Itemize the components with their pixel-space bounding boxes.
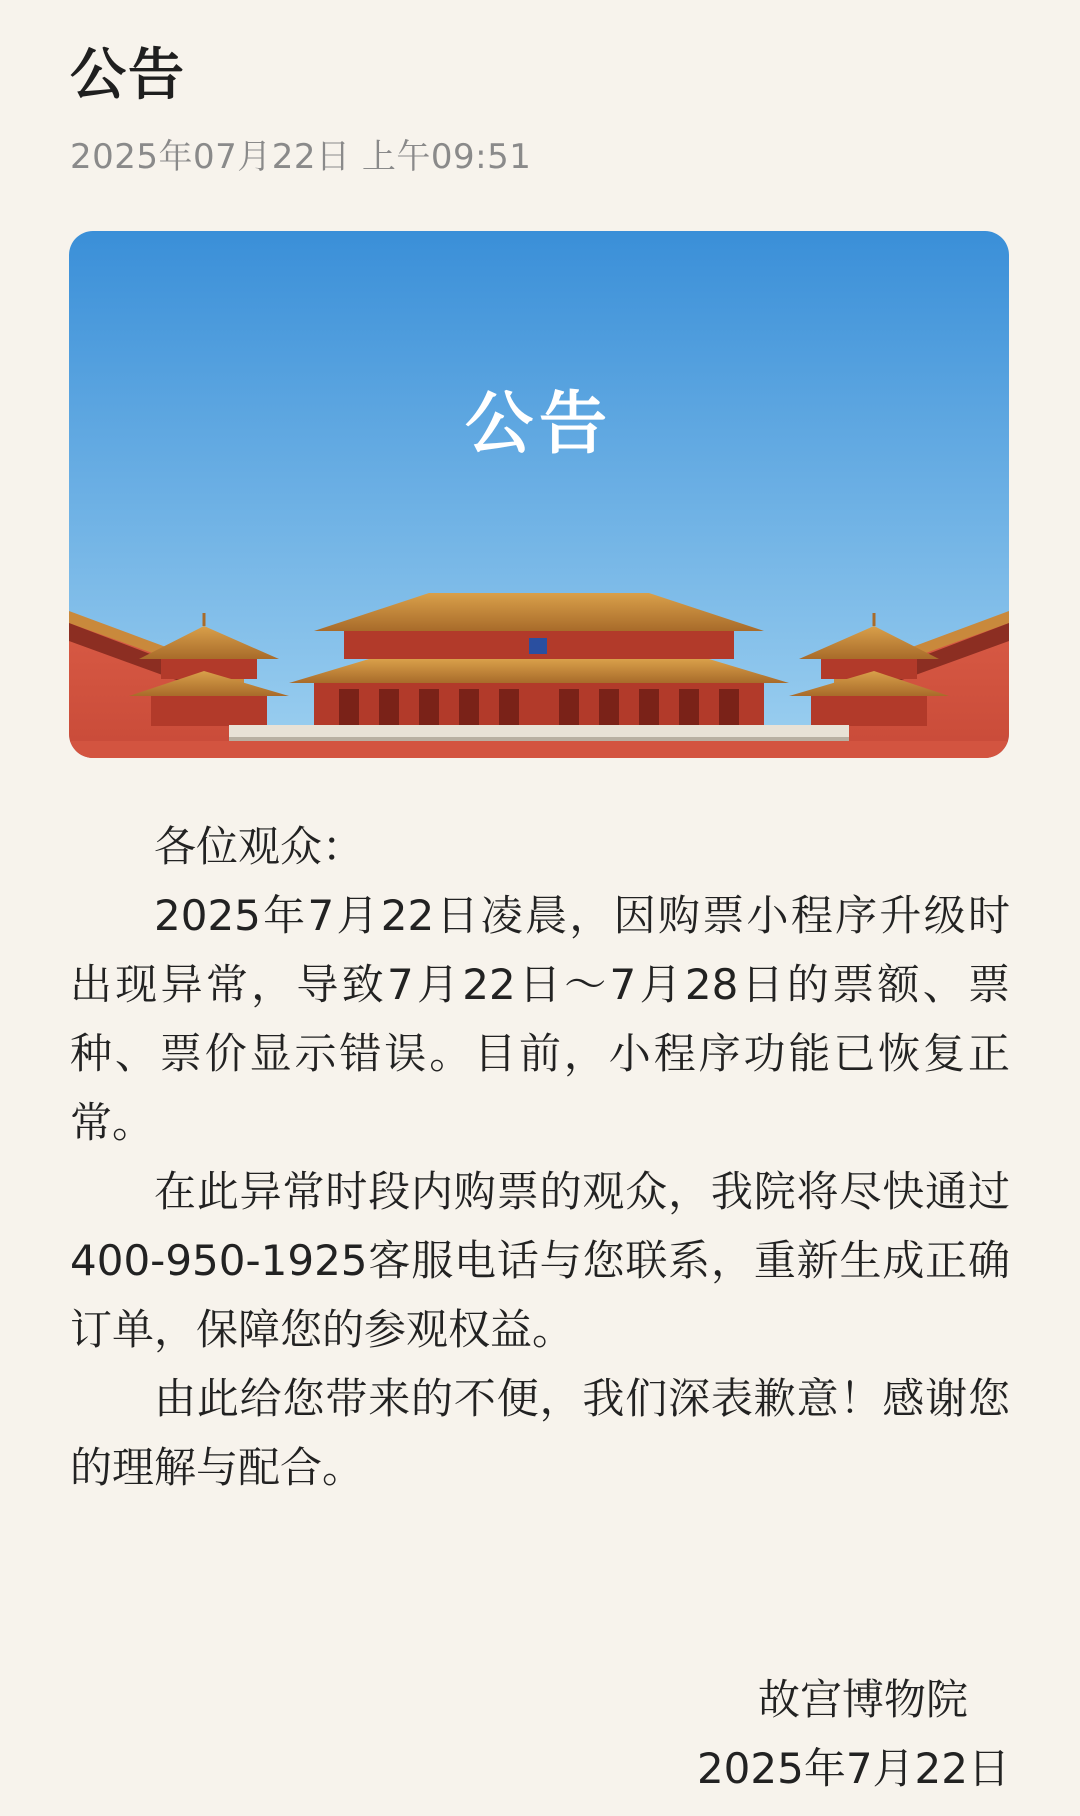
signature-block [697,1665,1010,1803]
notice-paragraph: 由此给您带来的不便，我们深表歉意！感谢您的理解与配合。 [70,1374,1010,1492]
signature-org: 故宫博物院 [757,1675,968,1724]
signature-date: 2025年7月22日 [696,1744,1010,1793]
notice-paragraph: 2025年7月22日凌晨，因购票小程序升级时出现异常，导致7月22日～7月28日的票额、票种、票价显示错误。目前，小程序功能已恢复正常。 [70,891,1010,1147]
notice-paragraph: 在此异常时段内购票的观众，我院将尽快通过400-950-1925客服电话与您联系，重新生成正确订单，保障您的参观权益。 [70,1167,1010,1354]
salutation: 各位观众： [154,822,365,871]
banner-title: 公告 [464,384,614,464]
notice-body [70,812,1010,1502]
page-title: 公告 [70,43,186,108]
banner-image [69,231,1009,758]
publish-date: 2025年07月22日 上午09:51 [70,137,532,177]
